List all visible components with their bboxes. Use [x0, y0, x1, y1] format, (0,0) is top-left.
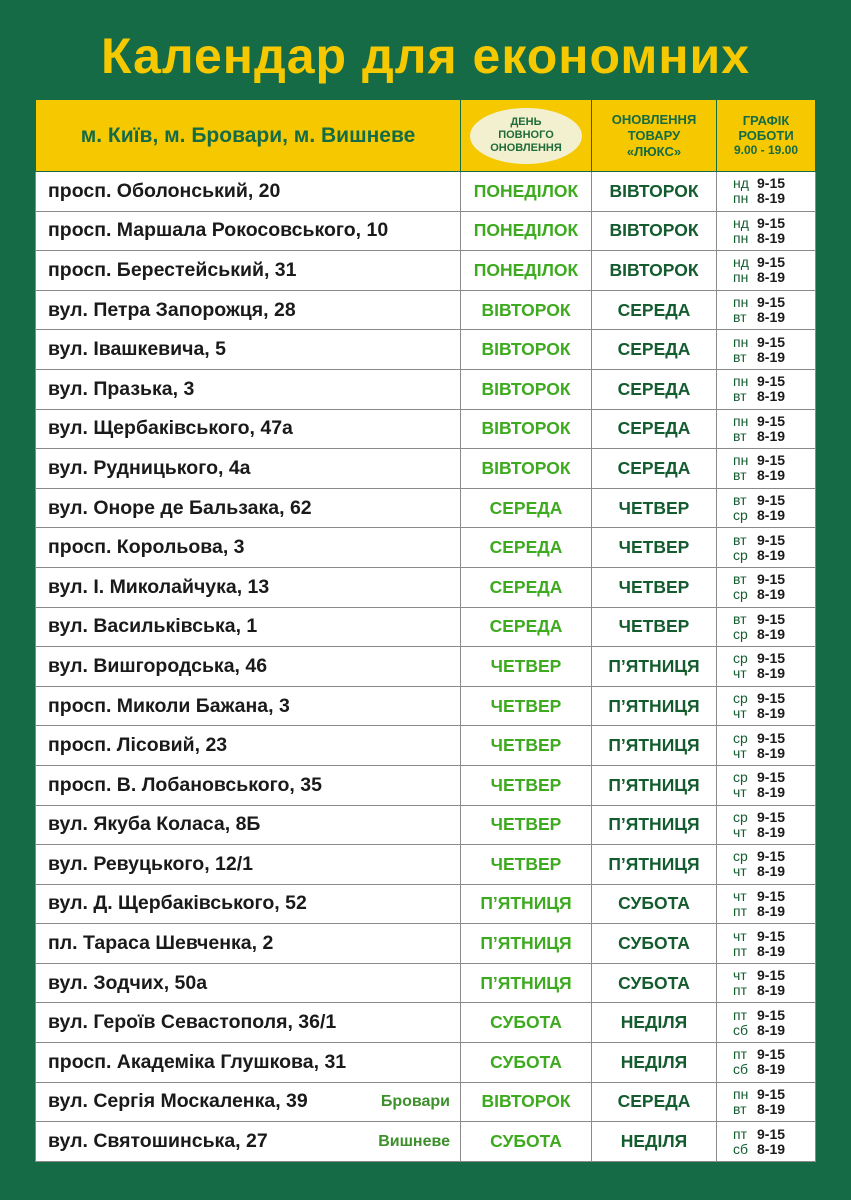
hours-day-1: пн — [733, 294, 749, 311]
address-cell — [36, 251, 461, 291]
hours-day-2: сб — [733, 1061, 749, 1078]
hours-time-1: 9-15 — [757, 848, 786, 865]
table-row — [36, 488, 816, 528]
working-hours-cell — [717, 765, 816, 805]
hours-day-2: вт — [733, 427, 747, 444]
lux-update-day: П’ЯТНИЦЯ — [592, 765, 717, 805]
table-row — [36, 1043, 816, 1083]
store-address: вул. Сергія Москаленка, 39 — [48, 1090, 308, 1113]
hours-day-1: вт — [733, 571, 747, 588]
address-cell — [36, 884, 461, 924]
hours-day-2: пт — [733, 982, 747, 999]
hours-time-2: 8-19 — [757, 744, 786, 761]
hours-day-1: пн — [733, 452, 749, 469]
header-cities-cell — [36, 100, 461, 172]
store-address: вул. Щербаківського, 47а — [48, 417, 293, 440]
hours-time-1: 9-15 — [757, 1006, 786, 1023]
store-address: вул. Рудницького, 4а — [48, 456, 251, 479]
table-row — [36, 528, 816, 568]
working-hours-cell — [717, 567, 816, 607]
lux-update-day: ВІВТОРОК — [592, 172, 717, 212]
table-header-row — [36, 100, 816, 172]
address-cell — [36, 330, 461, 370]
working-hours-cell — [717, 726, 816, 766]
full-update-day: СЕРЕДА — [461, 488, 592, 528]
working-hours-cell — [717, 172, 816, 212]
hours-time-2: 8-19 — [757, 388, 786, 405]
working-hours-cell — [717, 449, 816, 489]
working-hours-cell — [717, 488, 816, 528]
address-cell — [36, 647, 461, 687]
full-update-day: П’ЯТНИЦЯ — [461, 924, 592, 964]
store-address: вул. Героїв Севастополя, 36/1 — [48, 1011, 337, 1034]
hours-time-2: 8-19 — [757, 902, 786, 919]
address-cell — [36, 528, 461, 568]
hours-time-1: 9-15 — [757, 531, 786, 548]
hours-time-2: 8-19 — [757, 586, 786, 603]
working-hours-cell — [717, 686, 816, 726]
full-update-day: ВІВТОРОК — [461, 409, 592, 449]
store-address: вул. І. Миколайчука, 13 — [48, 575, 270, 598]
table-row — [36, 686, 816, 726]
address-cell — [36, 1122, 461, 1162]
working-hours-cell — [717, 805, 816, 845]
table-row — [36, 924, 816, 964]
store-address: вул. Святошинська, 27 — [48, 1130, 268, 1153]
store-city: Вишневе — [378, 1132, 450, 1150]
store-address: вул. Івашкевича, 5 — [48, 338, 226, 361]
hours-time-2: 8-19 — [757, 309, 786, 326]
lux-update-day: СЕРЕДА — [592, 449, 717, 489]
hours-day-2: ср — [733, 625, 748, 642]
lux-update-day: ЧЕТВЕР — [592, 567, 717, 607]
store-address: просп. Оболонський, 20 — [48, 179, 281, 202]
address-cell — [36, 449, 461, 489]
hours-day-2: чт — [733, 705, 747, 722]
lux-update-day: П’ЯТНИЦЯ — [592, 726, 717, 766]
hours-day-2: ср — [733, 546, 748, 563]
hours-day-1: чт — [733, 927, 747, 944]
lux-update-day: НЕДІЛЯ — [592, 1043, 717, 1083]
hours-day-2: пн — [733, 269, 749, 286]
hours-day-1: ср — [733, 848, 748, 865]
address-cell — [36, 1043, 461, 1083]
hours-day-1: пт — [733, 1046, 747, 1063]
hours-day-2: ср — [733, 586, 748, 603]
lux-update-day: СУБОТА — [592, 963, 717, 1003]
hours-time-2: 8-19 — [757, 546, 786, 563]
lux-update-day: ВІВТОРОК — [592, 251, 717, 291]
hours-time-1: 9-15 — [757, 412, 786, 429]
working-hours-cell — [717, 528, 816, 568]
header-lux-update-cell — [592, 100, 717, 172]
address-cell — [36, 172, 461, 212]
full-update-day: ЧЕТВЕР — [461, 765, 592, 805]
hours-day-1: пн — [733, 333, 749, 350]
hours-time-2: 8-19 — [757, 784, 786, 801]
hours-time-1: 9-15 — [757, 333, 786, 350]
working-hours-cell — [717, 1043, 816, 1083]
full-update-day: СЕРЕДА — [461, 567, 592, 607]
hours-day-2: чт — [733, 784, 747, 801]
table-row — [36, 963, 816, 1003]
address-cell — [36, 765, 461, 805]
working-hours-cell — [717, 607, 816, 647]
store-address: вул. Празька, 3 — [48, 377, 195, 400]
address-cell — [36, 409, 461, 449]
page-title: Календар для економних — [100, 28, 751, 84]
hours-day-2: чт — [733, 744, 747, 761]
store-address: просп. Корольова, 3 — [48, 536, 245, 559]
store-address: вул. Вишгородська, 46 — [48, 654, 268, 677]
hours-day-2: пн — [733, 190, 749, 207]
lux-update-day: П’ЯТНИЦЯ — [592, 845, 717, 885]
hours-day-2: вт — [733, 348, 747, 365]
hours-time-1: 9-15 — [757, 1046, 786, 1063]
full-update-day: ЧЕТВЕР — [461, 647, 592, 687]
hours-time-2: 8-19 — [757, 665, 786, 682]
table-row — [36, 1122, 816, 1162]
lux-update-day: СУБОТА — [592, 924, 717, 964]
full-update-day: СУБОТА — [461, 1003, 592, 1043]
table-row — [36, 211, 816, 251]
store-address: просп. Маршала Рокосовського, 10 — [48, 219, 389, 242]
hours-day-1: вт — [733, 610, 747, 627]
hours-day-2: вт — [733, 467, 747, 484]
hours-time-1: 9-15 — [757, 254, 786, 271]
table-row — [36, 1082, 816, 1122]
hours-time-2: 8-19 — [757, 348, 786, 365]
hours-day-2: чт — [733, 665, 747, 682]
hours-day-2: чт — [733, 863, 747, 880]
hours-day-1: ср — [733, 690, 748, 707]
hours-time-1: 9-15 — [757, 610, 786, 627]
hours-day-1: ср — [733, 808, 748, 825]
hours-time-1: 9-15 — [757, 927, 786, 944]
hours-time-1: 9-15 — [757, 492, 786, 509]
working-hours-cell — [717, 330, 816, 370]
lux-update-day: НЕДІЛЯ — [592, 1003, 717, 1043]
address-cell — [36, 845, 461, 885]
full-update-day: ЧЕТВЕР — [461, 805, 592, 845]
hours-time-2: 8-19 — [757, 942, 786, 959]
table-row — [36, 290, 816, 330]
table-row — [36, 884, 816, 924]
full-update-day: ЧЕТВЕР — [461, 686, 592, 726]
hours-day-1: вт — [733, 492, 747, 509]
lux-update-day: П’ЯТНИЦЯ — [592, 647, 717, 687]
table-row — [36, 845, 816, 885]
address-cell — [36, 290, 461, 330]
hours-day-1: пн — [733, 412, 749, 429]
hours-time-2: 8-19 — [757, 1021, 786, 1038]
hours-time-2: 8-19 — [757, 1140, 786, 1157]
hours-day-2: вт — [733, 388, 747, 405]
working-hours-cell — [717, 884, 816, 924]
working-hours-cell — [717, 369, 816, 409]
hours-time-1: 9-15 — [757, 452, 786, 469]
address-cell — [36, 1003, 461, 1043]
lux-update-day: ЧЕТВЕР — [592, 528, 717, 568]
lux-update-day: ЧЕТВЕР — [592, 488, 717, 528]
hours-day-1: пт — [733, 1006, 747, 1023]
address-cell — [36, 1082, 461, 1122]
store-address: просп. В. Лобановського, 35 — [48, 773, 322, 796]
schedule-table — [35, 99, 816, 1162]
full-update-day: СУБОТА — [461, 1122, 592, 1162]
hours-day-1: пн — [733, 373, 749, 390]
hours-time-1: 9-15 — [757, 729, 786, 746]
hours-day-2: пт — [733, 942, 747, 959]
hours-day-2: чт — [733, 823, 747, 840]
hours-time-2: 8-19 — [757, 863, 786, 880]
table-row — [36, 726, 816, 766]
hours-time-1: 9-15 — [757, 1125, 786, 1142]
address-cell — [36, 488, 461, 528]
header-lux-update: ОНОВЛЕННЯ ТОВАРУ «ЛЮКС» — [611, 111, 697, 159]
full-update-day: СЕРЕДА — [461, 528, 592, 568]
table-row — [36, 607, 816, 647]
full-update-day: ВІВТОРОК — [461, 449, 592, 489]
working-hours-cell — [717, 290, 816, 330]
full-update-day: ВІВТОРОК — [461, 1082, 592, 1122]
table-row — [36, 647, 816, 687]
hours-time-2: 8-19 — [757, 705, 786, 722]
working-hours-cell — [717, 211, 816, 251]
hours-time-2: 8-19 — [757, 1061, 786, 1078]
hours-day-2: пн — [733, 229, 749, 246]
hours-day-2: сб — [733, 1021, 749, 1038]
working-hours-cell — [717, 1082, 816, 1122]
hours-day-1: пт — [733, 1125, 747, 1142]
address-cell — [36, 924, 461, 964]
lux-update-day: СЕРЕДА — [592, 1082, 717, 1122]
address-cell — [36, 963, 461, 1003]
store-address: вул. Д. Щербаківського, 52 — [48, 892, 307, 915]
hours-time-2: 8-19 — [757, 823, 786, 840]
hours-day-1: ср — [733, 769, 748, 786]
lux-update-day: П’ЯТНИЦЯ — [592, 805, 717, 845]
working-hours-cell — [717, 647, 816, 687]
store-address: просп. Лісовий, 23 — [48, 734, 228, 757]
hours-time-1: 9-15 — [757, 808, 786, 825]
table-body — [36, 172, 816, 1162]
hours-time-2: 8-19 — [757, 1100, 786, 1117]
header-schedule-hours: 9.00 - 19.00 — [733, 143, 799, 157]
lux-update-day: ЧЕТВЕР — [592, 607, 717, 647]
address-cell — [36, 607, 461, 647]
hours-time-1: 9-15 — [757, 175, 786, 192]
lux-update-day: СЕРЕДА — [592, 330, 717, 370]
hours-time-1: 9-15 — [757, 373, 786, 390]
hours-day-1: ср — [733, 650, 748, 667]
hours-time-2: 8-19 — [757, 625, 786, 642]
hours-time-1: 9-15 — [757, 214, 786, 231]
hours-time-1: 9-15 — [757, 769, 786, 786]
lux-update-day: НЕДІЛЯ — [592, 1122, 717, 1162]
address-cell — [36, 805, 461, 845]
full-update-day: СЕРЕДА — [461, 607, 592, 647]
hours-time-1: 9-15 — [757, 294, 786, 311]
store-address: вул. Васильківська, 1 — [48, 615, 258, 638]
header-full-update-cell — [461, 100, 592, 172]
lux-update-day: СЕРЕДА — [592, 290, 717, 330]
full-update-day: ПОНЕДІЛОК — [461, 172, 592, 212]
hours-time-1: 9-15 — [757, 690, 786, 707]
hours-time-2: 8-19 — [757, 982, 786, 999]
lux-update-day: СЕРЕДА — [592, 369, 717, 409]
hours-time-2: 8-19 — [757, 269, 786, 286]
lux-update-day: ВІВТОРОК — [592, 211, 717, 251]
store-city: Бровари — [380, 1092, 450, 1110]
hours-time-2: 8-19 — [757, 467, 786, 484]
store-address: вул. Зодчих, 50а — [48, 971, 208, 994]
store-address: вул. Якуба Коласа, 8Б — [48, 813, 261, 836]
hours-day-1: ср — [733, 729, 748, 746]
address-cell — [36, 686, 461, 726]
hours-time-2: 8-19 — [757, 190, 786, 207]
header-cities: м. Київ, м. Бровари, м. Вишневе — [80, 123, 416, 147]
hours-day-2: сб — [733, 1140, 749, 1157]
store-address: вул. Ревуцького, 12/1 — [48, 852, 253, 875]
store-address: просп. Миколи Бажана, 3 — [48, 694, 290, 717]
table-row — [36, 449, 816, 489]
full-update-day: ПОНЕДІЛОК — [461, 251, 592, 291]
store-address: вул. Оноре де Бальзака, 62 — [48, 496, 312, 519]
full-update-day: ЧЕТВЕР — [461, 845, 592, 885]
full-update-day: П’ЯТНИЦЯ — [461, 884, 592, 924]
lux-update-day: СУБОТА — [592, 884, 717, 924]
hours-time-1: 9-15 — [757, 1085, 786, 1102]
store-address: вул. Петра Запорожця, 28 — [48, 298, 296, 321]
hours-day-1: нд — [733, 254, 749, 271]
store-address: просп. Берестейський, 31 — [48, 258, 297, 281]
full-update-day: ВІВТОРОК — [461, 330, 592, 370]
working-hours-cell — [717, 845, 816, 885]
table-row — [36, 1003, 816, 1043]
table-row — [36, 251, 816, 291]
full-update-day: ВІВТОРОК — [461, 290, 592, 330]
full-update-day: ВІВТОРОК — [461, 369, 592, 409]
lux-update-day: П’ЯТНИЦЯ — [592, 686, 717, 726]
full-update-day: СУБОТА — [461, 1043, 592, 1083]
table-row — [36, 369, 816, 409]
hours-time-1: 9-15 — [757, 571, 786, 588]
store-address: просп. Академіка Глушкова, 31 — [48, 1050, 347, 1073]
table-row — [36, 805, 816, 845]
hours-day-2: ср — [733, 507, 748, 524]
header-schedule-cell — [717, 100, 816, 172]
working-hours-cell — [717, 1122, 816, 1162]
working-hours-cell — [717, 251, 816, 291]
hours-day-2: вт — [733, 1100, 747, 1117]
hours-day-2: пт — [733, 902, 747, 919]
full-update-day: ЧЕТВЕР — [461, 726, 592, 766]
hours-time-1: 9-15 — [757, 887, 786, 904]
full-update-day: ПОНЕДІЛОК — [461, 211, 592, 251]
table-row — [36, 765, 816, 805]
table-row — [36, 409, 816, 449]
table-row — [36, 330, 816, 370]
working-hours-cell — [717, 924, 816, 964]
working-hours-cell — [717, 963, 816, 1003]
hours-day-1: пн — [733, 1085, 749, 1102]
hours-day-1: вт — [733, 531, 747, 548]
hours-day-2: вт — [733, 309, 747, 326]
hours-time-2: 8-19 — [757, 229, 786, 246]
working-hours-cell — [717, 409, 816, 449]
table-row — [36, 567, 816, 607]
hours-time-1: 9-15 — [757, 967, 786, 984]
hours-time-2: 8-19 — [757, 507, 786, 524]
hours-time-1: 9-15 — [757, 650, 786, 667]
table-row — [36, 172, 816, 212]
header-full-update: ДЕНЬ ПОВНОГО ОНОВЛЕННЯ — [470, 108, 582, 164]
address-cell — [36, 369, 461, 409]
working-hours-cell — [717, 1003, 816, 1043]
hours-time-2: 8-19 — [757, 427, 786, 444]
hours-day-1: чт — [733, 967, 747, 984]
hours-day-1: нд — [733, 214, 749, 231]
full-update-day: П’ЯТНИЦЯ — [461, 963, 592, 1003]
hours-day-1: нд — [733, 175, 749, 192]
hours-day-1: чт — [733, 887, 747, 904]
store-address: пл. Тараса Шевченка, 2 — [48, 932, 274, 955]
address-cell — [36, 567, 461, 607]
header-schedule: ГРАФІК РОБОТИ — [738, 113, 794, 143]
lux-update-day: СЕРЕДА — [592, 409, 717, 449]
address-cell — [36, 726, 461, 766]
address-cell — [36, 211, 461, 251]
